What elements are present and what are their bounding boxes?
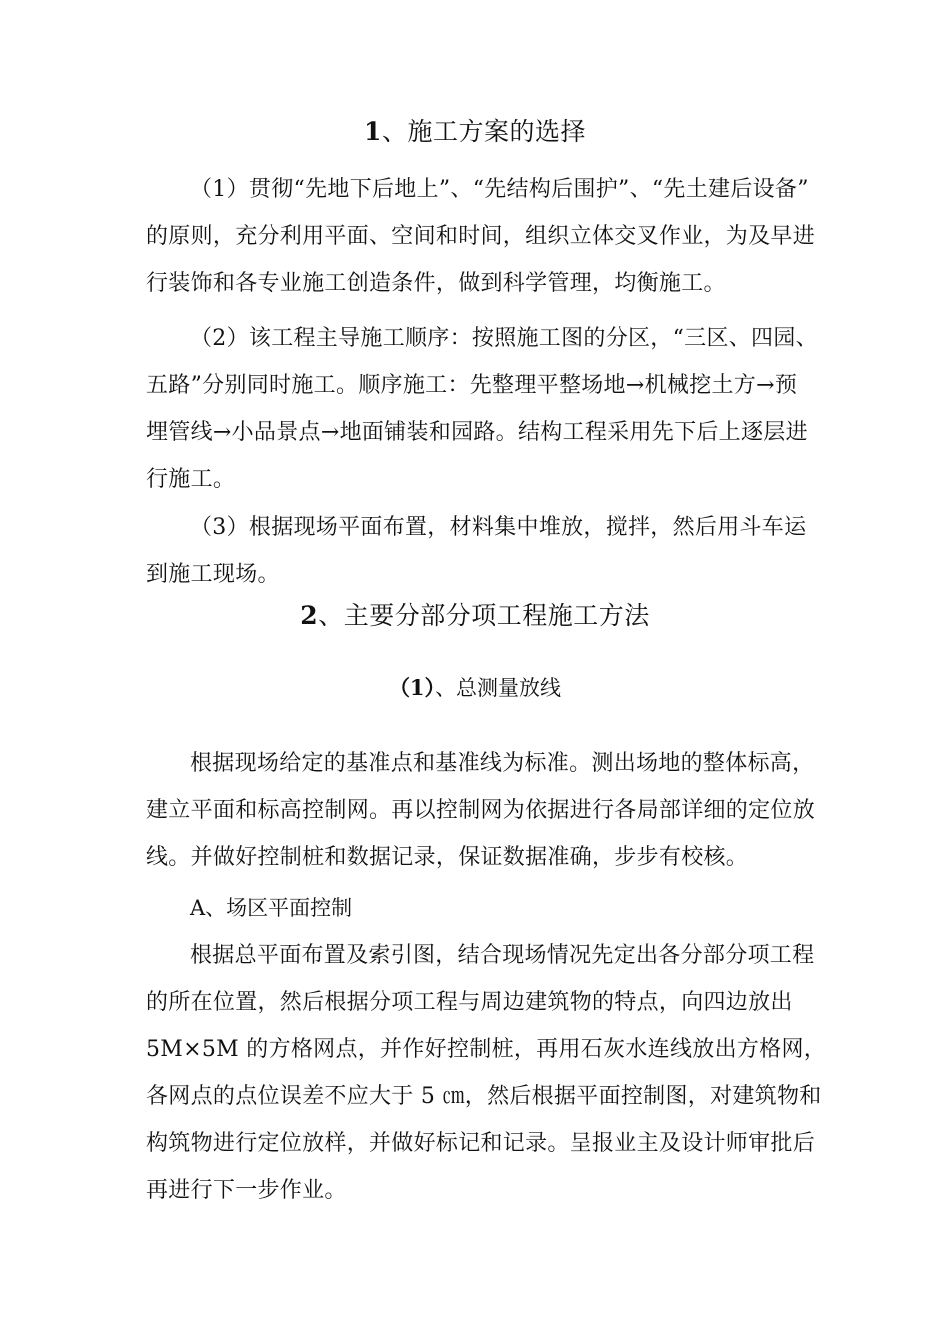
paragraph-line: （3）根据现场平面布置，材料集中堆放，搅拌，然后用斗车运 bbox=[190, 515, 807, 540]
paragraph-line: 建立平面和标高控制网。再以控制网为依据进行各局部详细的定位放 bbox=[146, 798, 816, 823]
paragraph-line: 行装饰和各专业施工创造条件，做到科学管理，均衡施工。 bbox=[146, 271, 726, 296]
paragraph-line: 五路”分别同时施工。顺序施工：先整理平整场地→机械挖土方→预 bbox=[146, 373, 798, 398]
section-1-item-3 bbox=[146, 504, 810, 598]
subsection-title: 、总测量放线 bbox=[435, 676, 562, 700]
section-1-item-1 bbox=[146, 166, 816, 307]
paragraph-line: 构筑物进行定位放样，并做好标记和记录。呈报业主及设计师审批后 bbox=[146, 1131, 816, 1156]
plane-control-paragraph bbox=[146, 932, 827, 1214]
paragraph-line: 到施工现场。 bbox=[146, 562, 280, 587]
paragraph-line: 的原则，充分利用平面、空间和时间，组织立体交叉作业，为及早进 bbox=[146, 224, 816, 249]
paragraph-line: 5M×5M 的方格网点，并作好控制桩，再用石灰水连线放出方格网， bbox=[146, 1037, 827, 1062]
subsection-heading bbox=[0, 673, 950, 703]
paragraph-line: （1）贯彻“先地下后地上”、“先结构后围护”、“先土建后设备” bbox=[190, 177, 809, 202]
paragraph-line: 的所在位置，然后根据分项工程与周边建筑物的特点，向四边放出 bbox=[146, 990, 793, 1015]
subsection-number: （1） bbox=[388, 675, 436, 700]
paragraph-line: 再进行下一步作业。 bbox=[146, 1178, 347, 1203]
paragraph-line: （2）该工程主导施工顺序：按照施工图的分区，“三区、四园、 bbox=[190, 326, 818, 351]
paragraph-line: 根据总平面布置及索引图，结合现场情况先定出各分部分项工程 bbox=[190, 943, 815, 968]
paragraph-line: 埋管线→小品景点→地面铺装和园路。结构工程采用先下后上逐层进 bbox=[146, 420, 808, 445]
section-1-title: 、施工方案的选择 bbox=[381, 117, 586, 146]
paragraph-line: 根据现场给定的基准点和基准线为标准。测出场地的整体标高， bbox=[190, 751, 815, 776]
section-1-number: 1 bbox=[364, 117, 382, 146]
paragraph-line: 行施工。 bbox=[146, 467, 236, 492]
section-2-title: 、主要分部分项工程施工方法 bbox=[318, 601, 650, 630]
section-1-heading bbox=[0, 114, 950, 150]
section-2-number: 2 bbox=[300, 601, 319, 630]
item-a-label: A、场区平面控制 bbox=[190, 896, 353, 920]
paragraph-line: 线。并做好控制桩和数据记录，保证数据准确，步步有校核。 bbox=[146, 845, 749, 870]
survey-paragraph bbox=[146, 740, 816, 881]
paragraph-line: 各网点的点位误差不应大于 5 ㎝，然后根据平面控制图，对建筑物和 bbox=[146, 1084, 822, 1109]
section-2-heading bbox=[0, 598, 950, 634]
section-1-item-2 bbox=[146, 315, 818, 503]
